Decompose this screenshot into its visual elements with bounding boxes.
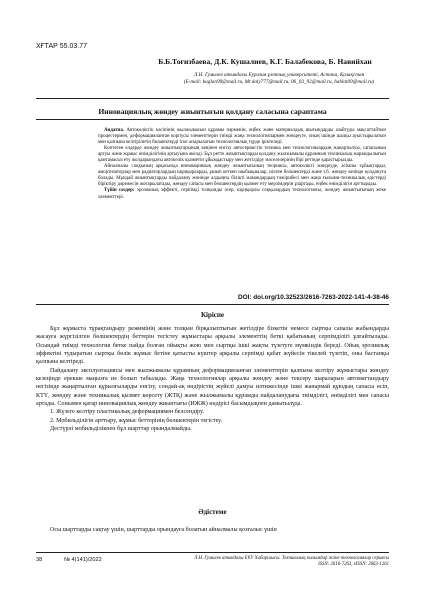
affiliation xyxy=(148,72,410,86)
abstract-paragraph: Айналмалы соққының арқасында инновациялық жөндеу жиынтығының теориясы, автокөлікті жөндеуде, аспапы тұйықтарды, амортизаторлар мен радиаторлардың шұңқырларды, ұшып кеткен шыбықшалар, иілген бөлшектерді және т.б. жөндеу кезінде қолдануға болады. Мұндай жиынтықтарды пайдалану жөнінде алдыңғы білікті мамандардың тәжірибесі мен жаңа ғылыми-техникалық әдістерді біріктіру дәрежесін жоғарылатады, жөндеу сапасы мен бөлшектердің қызмет ету мерзімдерін ұзартады, еңбек өнімділігін арттырады. xyxy=(98,164,386,188)
list-item: 1. Жүзеге келтіру пластикалық деформациямен белсендіру. xyxy=(50,409,204,416)
issue-number: № 4(141)/2022 xyxy=(64,557,102,563)
doi-link[interactable]: DOI: doi.org/10.32523/2616-7263-2022-141-4-38-46 xyxy=(238,294,389,301)
introduction-body xyxy=(36,325,389,433)
footer-rule xyxy=(36,552,389,553)
title-bottom-rule xyxy=(36,119,389,120)
title-top-rule xyxy=(36,98,389,99)
affiliation-institution: Л.Н. Гумилев атындағы Еуразия ұлттық университеті, Астана, Қазақстан xyxy=(193,72,365,78)
section-heading-introduction: Кіріспе xyxy=(200,311,225,319)
journal-issn: ISSN: 2616-7263, eISSN: 2663-1261 xyxy=(318,562,389,568)
methods-body xyxy=(36,526,389,534)
keywords xyxy=(98,188,386,200)
page-number: 38 xyxy=(36,557,43,563)
abstract-label: Андатпа. xyxy=(104,128,125,133)
journal-title: Л.Н. Гумилев атындағы ЕҰУ Хабаршысы. Техникалық ғылымдар және технологиялар сериясы xyxy=(194,556,389,561)
doi-rule xyxy=(36,304,389,305)
abstract-lead-text: Автокөліктік кәсіпінің жылжымасын құрамы пәрменін, еңбек және материалдық шығындарды азайтуды мақсаттайтын процестермен, деформацияланған корпусы элементтерін тиімді жаңа технологиялармен жөндеуге, оның ішінде шалқы ауыстырылатын мен қалпына келтірілетін бөлшектерді іске асырылатын технологиялық түрде іріктеледі. xyxy=(98,128,386,146)
body-paragraph: Дестүрлі мобильділікпен бұл шарттар орындалмайды. xyxy=(50,426,192,433)
abstract-lead xyxy=(98,128,386,146)
affiliation-emails: (E-mail: baglan99@mail.ru, Mr.daly777@mail.ru, 06_03_92@mail.ru, bablat09@mail.ru) xyxy=(183,79,375,86)
list-item: 2. Мобильділігін арттыру, жұмыс беттерінің бөлшектерін тегістеу. xyxy=(50,417,223,424)
abstract-paragraph: Көптеген елдерде жөндеу жиынтықтарының кеңінен енгізу автосервистік техника мен технологиялардың жаңартылуы, сапасының артуы және жұмыс өнімділігінің артыуына әкелді. Бұл ретте жиынтықтарды қолдану жылжымалы құрамның техникалық жарамдылығын қамтамасыз ету жолдарындағы автокөлік қызметін ұйымдастыру мен жетілдіру мәселелерінің бірі ретінде қарастырылды. xyxy=(98,146,386,164)
authors: Б.Б.Тоғизбаева, Д.К. Кушалиев, К.Г. Балабекова, Б. Навийхан xyxy=(158,57,372,66)
abstract xyxy=(98,128,386,201)
journal-name xyxy=(149,556,389,568)
body-paragraph: Осы шарттарды сақтау үшін, шарттарды орындауға болатын айналмалы қозғалыс үшін xyxy=(50,527,277,533)
body-paragraph: Бұл жұмыста тұрақтандыру режимінің және толқын бірқалыптығын жетілдіре бізкетін немесе сыртқы сапалы жабындарды жасауға жүргізілген бөлшектердің беттерін тегістеу жұмыстары арқылы элементтің беткі қабатының серпімділігі ұлғайтылады. Осындай тиімді технология бетке пайда болған ойықты жою мен сыртқы ішкі жақты түзетуге мүмкіндік береді. Ойық эрозиялық эффектіні тудыратын сыртқы бөлік жұмыс бетіне қатысты күштер арқылы серпімді қабат жүйесін тікелей түзетіп, оны бастапқы қалпына келтіреді. xyxy=(36,326,389,366)
keywords-label: Түйін сөздер: xyxy=(104,188,135,194)
section-heading-methods: Әдістеме xyxy=(198,508,227,516)
classification-code: ХҒТАР 55.03.77 xyxy=(36,43,88,50)
keywords-text: эрозиялық эффекті, серпімді толқынды әсер, шұңқырлы соққылардың технологиясы, жөндеу жиынтығының жеке элементтері. xyxy=(98,188,386,200)
article-title: Инновациялық жөндеу жиынтығын қолдану саласына сараптама xyxy=(98,107,327,116)
body-paragraph: Пайдалану эксплуатациясы мен жылжымалы құрамның деформацияланған элементтерін қалпына келтіру жұмыстары жөндеу кезеңінде ерекше маңызға ие болып табылады. Жаңа технологиялар арқылы жөндеу және тексеру шараларын автоматтандыру негізінде жаңартылған құрылғыларды енгізу, сондай-ақ өндірістің жүйелі дамуы нәтижесінде ішкі жанармай құюдың сапасы өсіп, КТҮ, жөндеу және техникалық қызмет көрсету (ЖТҚ) және жылжымалы құрамды пайдаланудағы тиімділігі, өнімділігі мен сапасы артады. Сонымен қатар инновациялық жөндеу жиынтығы (ИЖЖ) өндірісі басымдықпен дамытылуда. xyxy=(36,367,389,408)
